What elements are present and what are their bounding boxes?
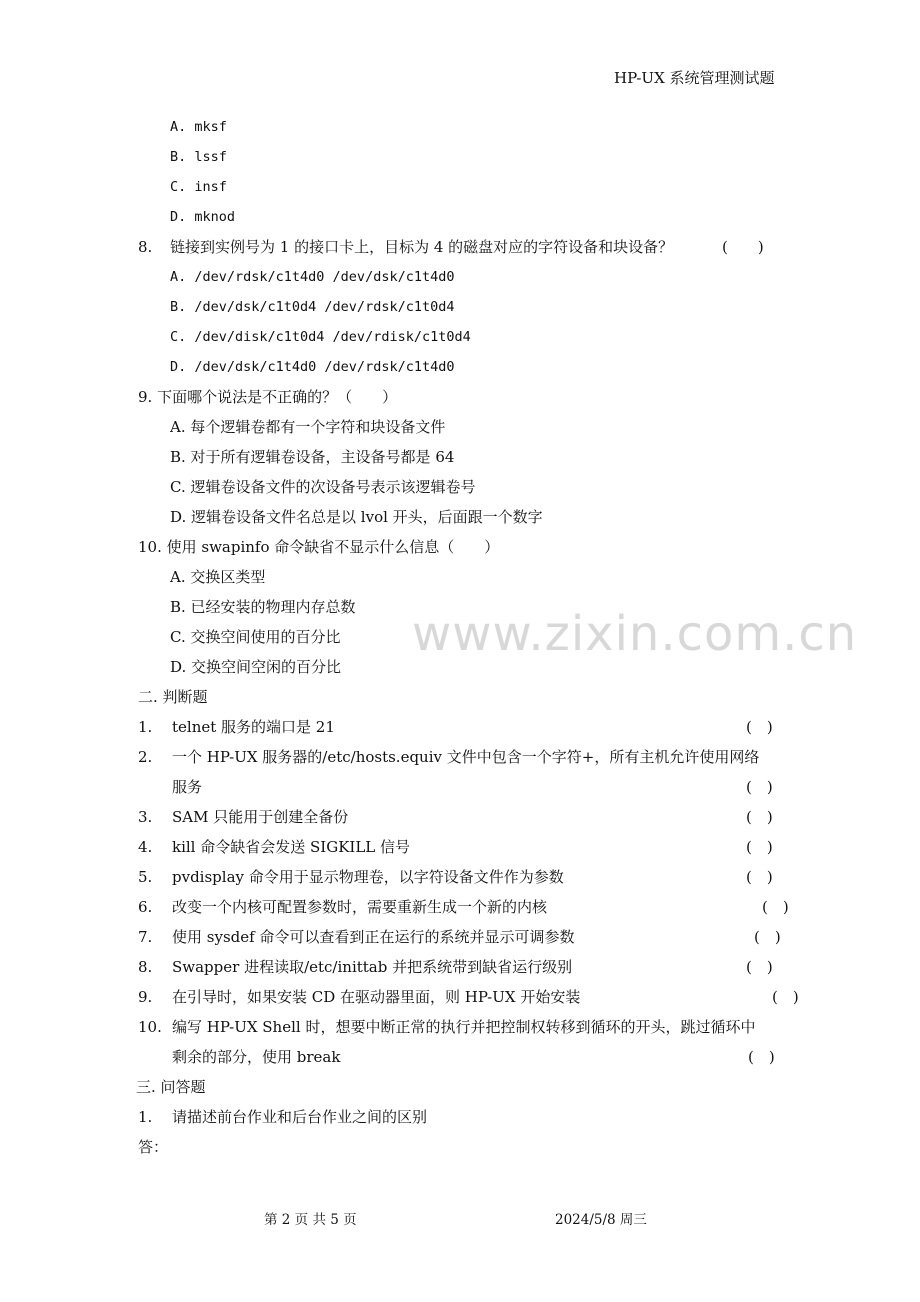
tf3-answer-paren: ( ) xyxy=(746,808,773,826)
q9-option-a: A. 每个逻辑卷都有一个字符和块设备文件 xyxy=(170,418,446,436)
q10-option-b: B. 已经安装的物理内存总数 xyxy=(170,598,356,616)
tf2-answer-paren: ( ) xyxy=(746,778,773,796)
tf6-answer-paren: ( ) xyxy=(762,898,789,916)
tf10-text-cont: 剩余的部分，使用 break xyxy=(172,1048,341,1066)
tf3-number: 3. xyxy=(138,808,153,826)
section3-heading: 三. 问答题 xyxy=(136,1078,206,1096)
tf1-answer-paren: ( ) xyxy=(746,718,773,736)
page-header-title: HP-UX 系统管理测试题 xyxy=(614,69,775,87)
q7-option-b: B. lssf xyxy=(170,149,227,165)
q10-text: 10. 使用 swapinfo 命令缺省不显示什么信息（ ） xyxy=(138,538,500,556)
tf4-text: kill 命令缺省会发送 SIGKILL 信号 xyxy=(172,838,411,856)
q9-option-c: C. 逻辑卷设备文件的次设备号表示该逻辑卷号 xyxy=(170,478,476,496)
tf7-text: 使用 sysdef 命令可以查看到正在运行的系统并显示可调参数 xyxy=(172,928,575,946)
tf7-answer-paren: ( ) xyxy=(754,928,781,946)
q8-option-d: D. /dev/dsk/c1t4d0 /dev/rdsk/c1t4d0 xyxy=(170,359,455,375)
tf2-number: 2. xyxy=(138,748,153,766)
tf8-text: Swapper 进程读取/etc/inittab 并把系统带到缺省运行级别 xyxy=(172,958,573,976)
q8-option-c: C. /dev/disk/c1t0d4 /dev/rdisk/c1t0d4 xyxy=(170,329,471,345)
watermark: www.zixin.com.cn xyxy=(412,606,858,662)
tf2-text: 一个 HP-UX 服务器的/etc/hosts.equiv 文件中包含一个字符+，所有主机允许使用网络 xyxy=(172,748,760,766)
tf4-number: 4. xyxy=(138,838,153,856)
q7-option-a: A. mksf xyxy=(170,119,227,135)
qa1-text: 请描述前台作业和后台作业之间的区别 xyxy=(172,1108,428,1126)
footer-date: 2024/5/8 周三 xyxy=(555,1212,647,1228)
footer-page-number: 第 2 页 共 5 页 xyxy=(264,1212,357,1228)
q8-text: 链接到实例号为 1 的接口卡上，目标为 4 的磁盘对应的字符设备和块设备？ xyxy=(170,238,674,256)
tf10-number: 10. xyxy=(138,1018,162,1036)
tf6-number: 6. xyxy=(138,898,153,916)
tf10-answer-paren: ( ) xyxy=(748,1048,775,1066)
tf2-text-cont: 服务 xyxy=(172,778,203,796)
tf3-text: SAM 只能用于创建全备份 xyxy=(172,808,349,826)
answer-label: 答： xyxy=(138,1138,169,1156)
q10-option-a: A. 交换区类型 xyxy=(170,568,266,586)
tf4-answer-paren: ( ) xyxy=(746,838,773,856)
tf8-answer-paren: ( ) xyxy=(746,958,773,976)
q9-option-b: B. 对于所有逻辑卷设备，主设备号都是 64 xyxy=(170,448,455,466)
q9-option-d: D. 逻辑卷设备文件名总是以 lvol 开头，后面跟一个数字 xyxy=(170,508,543,526)
q7-option-c: C. insf xyxy=(170,179,227,195)
tf7-number: 7. xyxy=(138,928,153,946)
tf1-number: 1. xyxy=(138,718,153,736)
q8-option-a: A. /dev/rdsk/c1t4d0 /dev/dsk/c1t4d0 xyxy=(170,269,455,285)
q9-text: 9. 下面哪个说法是不正确的？（ ） xyxy=(138,388,398,406)
q7-option-d: D. mknod xyxy=(170,209,236,225)
q10-option-c: C. 交换空间使用的百分比 xyxy=(170,628,341,646)
tf9-answer-paren: ( ) xyxy=(772,988,799,1006)
qa1-number: 1. xyxy=(138,1108,153,1126)
q8-number: 8. xyxy=(138,238,153,256)
tf5-text: pvdisplay 命令用于显示物理卷，以字符设备文件作为参数 xyxy=(172,868,564,886)
tf9-text: 在引导时，如果安装 CD 在驱动器里面，则 HP-UX 开始安装 xyxy=(172,988,581,1006)
tf6-text: 改变一个内核可配置参数时，需要重新生成一个新的内核 xyxy=(172,898,548,916)
q10-option-d: D. 交换空间空闲的百分比 xyxy=(170,658,342,676)
tf5-number: 5. xyxy=(138,868,153,886)
tf1-text: telnet 服务的端口是 21 xyxy=(172,718,335,736)
q8-option-b: B. /dev/dsk/c1t0d4 /dev/rdsk/c1t0d4 xyxy=(170,299,455,315)
tf9-number: 9. xyxy=(138,988,153,1006)
tf5-answer-paren: ( ) xyxy=(746,868,773,886)
tf8-number: 8. xyxy=(138,958,153,976)
section2-heading: 二. 判断题 xyxy=(138,688,208,706)
tf10-text: 编写 HP-UX Shell 时，想要中断正常的执行并把控制权转移到循环的开头，跳过循环中 xyxy=(172,1018,756,1036)
q8-answer-paren: ( ) xyxy=(722,238,764,256)
